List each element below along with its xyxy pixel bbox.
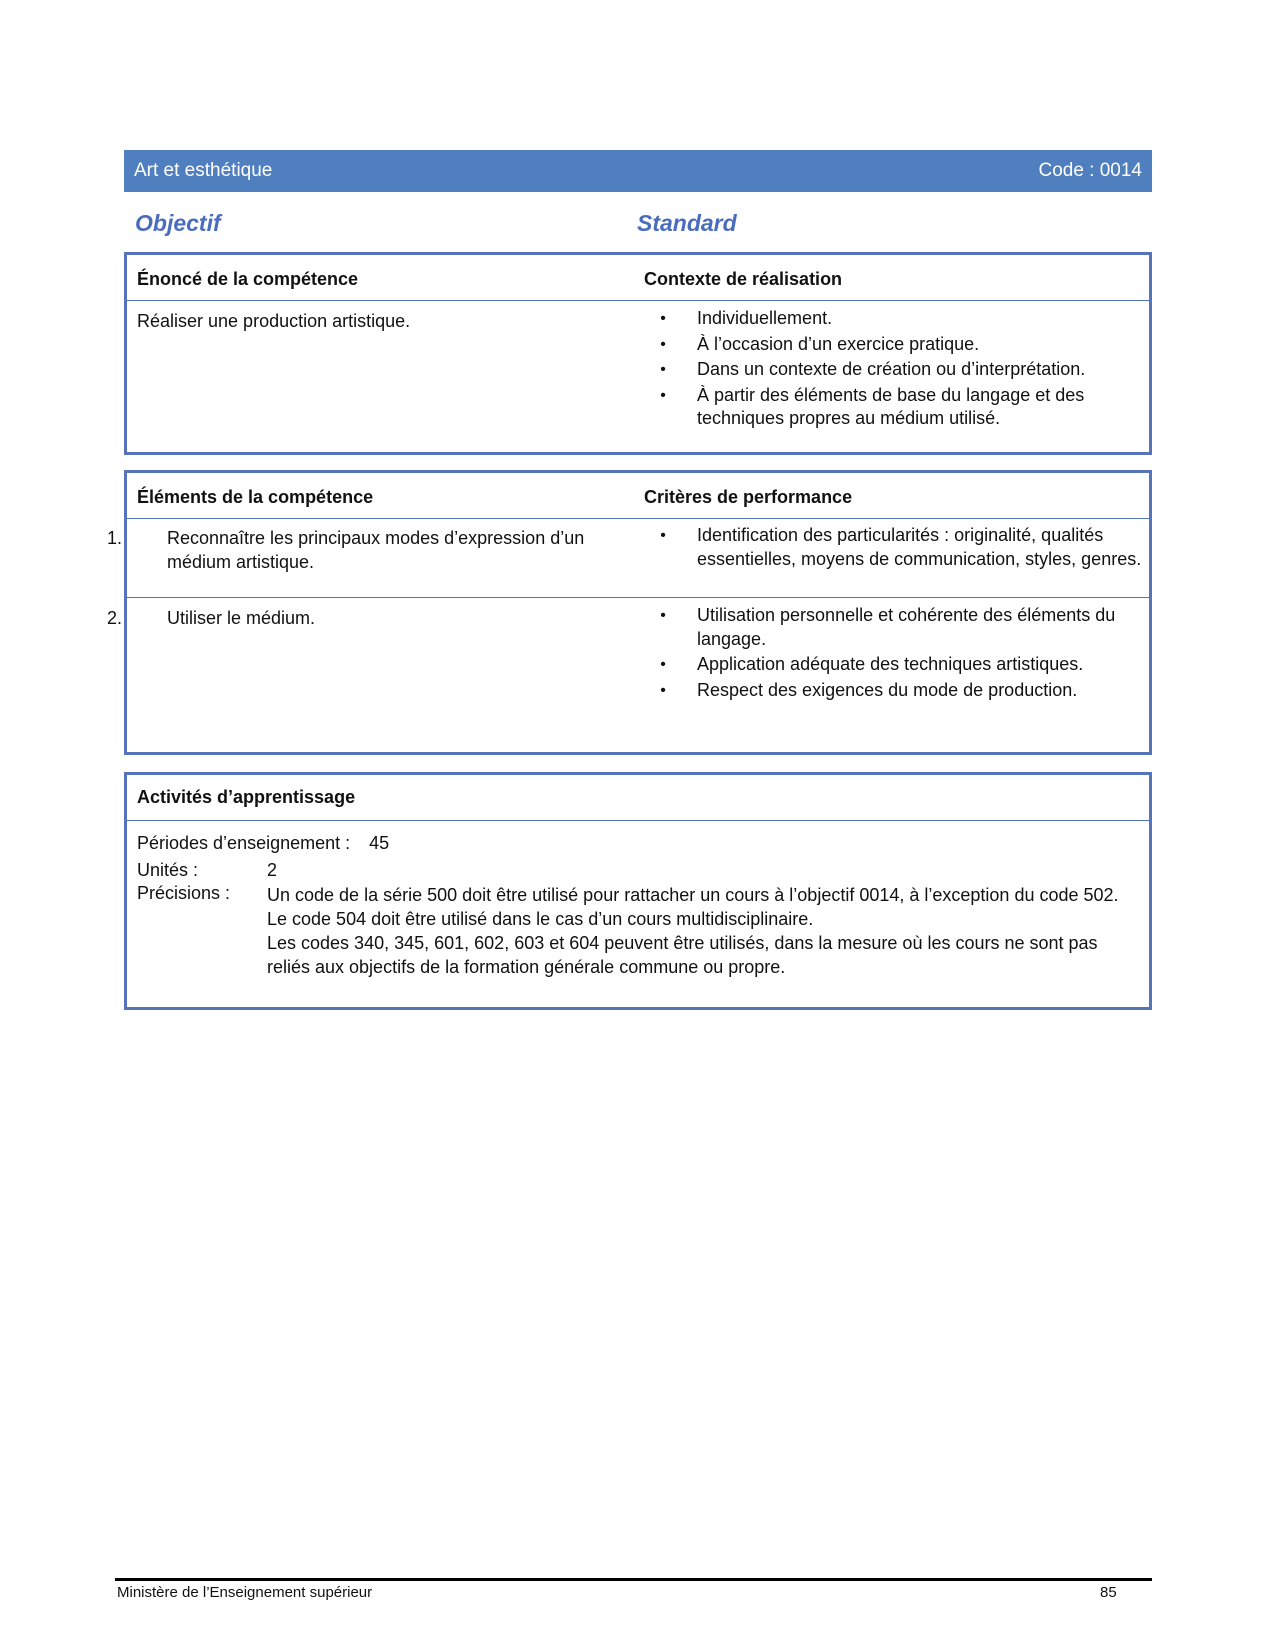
- table-row: [107, 598, 1149, 753]
- section-subheadings: [135, 210, 1145, 240]
- criteria-list-1: [657, 524, 1147, 573]
- activities-title-row: [127, 775, 1149, 821]
- precision-paragraph: Les codes 340, 345, 601, 602, 603 et 604 peuvent être utilisés, dans la mesure où les cours ne sont pas reliés aux objectifs de la formation générale commune ou propre.: [267, 933, 1098, 977]
- document-header-bar: [124, 150, 1152, 192]
- context-header: Contexte de réalisation: [644, 269, 843, 289]
- elements-header-row: [127, 473, 1149, 519]
- list-item: • Utilisation personnelle et cohérente des éléments du langage.: [657, 604, 1147, 651]
- bullet-icon: •: [660, 656, 666, 673]
- units-label: Unités :: [137, 860, 199, 880]
- competence-body-row: [127, 301, 1149, 453]
- elements-table: [107, 470, 1152, 755]
- objectif-heading: Objectif: [135, 210, 221, 236]
- list-item: • Application adéquate des techniques artistiques.: [657, 653, 1147, 677]
- course-code: Code : 0014: [1038, 160, 1142, 181]
- footer-divider: [115, 1578, 1152, 1581]
- periods-value: 45: [369, 833, 390, 853]
- units-line: [137, 860, 278, 881]
- activities-table: [124, 772, 1152, 1010]
- standard-heading: Standard: [637, 210, 737, 236]
- precisions-label: Précisions :: [137, 883, 231, 903]
- activities-title: Activités d’apprentissage: [137, 787, 356, 807]
- bullet-icon: •: [660, 681, 666, 699]
- list-item: • Individuellement.: [657, 307, 1147, 331]
- element-item-1: 1. Reconnaître les principaux modes d’expression d’un médium artistique.: [107, 528, 585, 572]
- criteria-list-2: [657, 604, 1147, 704]
- list-item: • Respect des exigences du mode de production.: [657, 679, 1147, 703]
- bullet-icon: •: [660, 527, 666, 544]
- precision-paragraph: Le code 504 doit être utilisé dans le cas d’un cours multidisciplinaire.: [267, 909, 814, 929]
- element-item-2: 2. Utiliser le médium.: [107, 608, 316, 628]
- bullet-icon: •: [660, 335, 666, 353]
- list-item: • Identification des particularités : originalité, qualités essentielles, moyens de communication, styles, genres.: [657, 524, 1147, 571]
- elements-header: Éléments de la compétence: [137, 487, 374, 507]
- units-value: 2: [267, 860, 278, 880]
- list-item: • Dans un contexte de création ou d’interprétation.: [657, 358, 1147, 382]
- list-item: • À partir des éléments de base du langage et des techniques propres au médium utilisé.: [657, 384, 1147, 431]
- precisions-text: [267, 883, 1142, 979]
- competence-statement: Réaliser une production artistique.: [137, 311, 411, 331]
- competence-statement-header: Énoncé de la compétence: [137, 269, 359, 289]
- list-item: • À l’occasion d’un exercice pratique.: [657, 333, 1147, 357]
- criteria-header: Critères de performance: [644, 487, 853, 507]
- bullet-icon: •: [660, 361, 666, 378]
- bullet-icon: •: [660, 607, 666, 624]
- competence-table: [124, 252, 1152, 455]
- precision-paragraph: Un code de la série 500 doit être utilisé pour rattacher un cours à l’objectif 0014, à l’exception du code 502.: [267, 885, 1119, 905]
- page-number: 85: [1100, 1584, 1117, 1601]
- periods-label: Périodes d’enseignement :: [137, 833, 351, 853]
- table-row: [107, 519, 1149, 598]
- bullet-icon: •: [660, 310, 666, 327]
- periods-line: [137, 833, 389, 854]
- bullet-icon: •: [660, 386, 666, 404]
- course-title: Art et esthétique: [134, 160, 273, 181]
- footer-ministry: Ministère de l’Enseignement supérieur: [117, 1584, 373, 1601]
- context-list: [657, 307, 1147, 433]
- competence-header-row: [127, 255, 1149, 301]
